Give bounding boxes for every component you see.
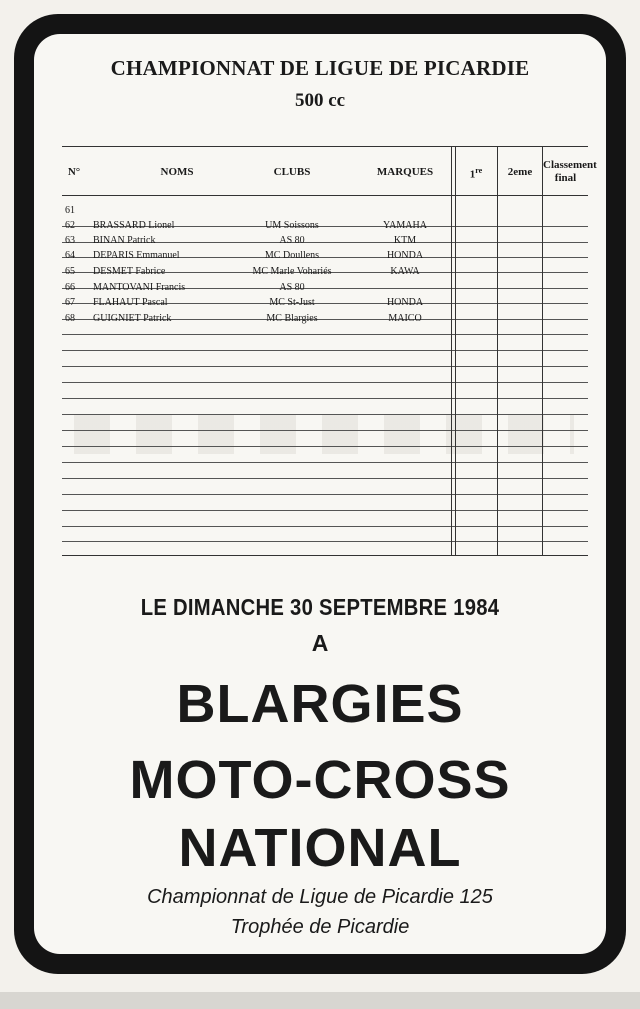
table-row xyxy=(62,233,588,248)
col-header-clubs: CLUBS xyxy=(273,166,311,178)
table-rule xyxy=(62,398,588,399)
rider-number: 64 xyxy=(65,250,75,261)
table-row xyxy=(62,218,588,233)
table-rule xyxy=(62,510,588,511)
scan-bottom-strip xyxy=(0,992,640,1009)
table-rule xyxy=(62,541,588,542)
table-rule xyxy=(62,382,588,383)
event-level: NATIONAL xyxy=(178,818,462,878)
rider-number: 63 xyxy=(65,235,75,246)
col-header-second: 2eme xyxy=(507,166,533,178)
rider-name: DEPARIS Emmanuel xyxy=(93,250,180,261)
rider-club: MC Doullens xyxy=(264,250,320,261)
table-rule xyxy=(62,478,588,479)
rider-club: AS 80 xyxy=(279,282,305,293)
rider-number: 66 xyxy=(65,282,75,293)
table-rule-bottom xyxy=(62,555,588,556)
col-header-names: NOMS xyxy=(160,166,194,178)
rider-number: 65 xyxy=(65,266,75,277)
rider-club: MC Blargies xyxy=(266,313,318,324)
table-rule xyxy=(62,366,588,367)
event-venue: BLARGIES xyxy=(176,674,464,734)
rider-marque: HONDA xyxy=(386,250,424,261)
table-row xyxy=(62,248,588,263)
rider-marque: KTM xyxy=(393,235,417,246)
table-row xyxy=(62,203,588,218)
results-table xyxy=(62,146,597,556)
rider-name: FLAHAUT Pascal xyxy=(93,297,168,308)
rider-number: 68 xyxy=(65,313,75,324)
table-rule xyxy=(62,526,588,527)
table-rule xyxy=(62,494,588,495)
table-row xyxy=(62,311,588,326)
col-header-first xyxy=(455,164,497,182)
rider-marque: MAICO xyxy=(388,313,422,324)
col-header-final xyxy=(543,159,597,185)
championship-title: CHAMPIONNAT DE LIGUE DE PICARDIE xyxy=(110,56,530,80)
table-rule xyxy=(62,462,588,463)
rider-name: GUIGNIET Patrick xyxy=(93,313,172,324)
rider-name: DESMET Fabrice xyxy=(93,266,166,277)
table-rule xyxy=(62,334,588,335)
rider-number: 67 xyxy=(65,297,75,308)
table-row xyxy=(62,280,588,295)
table-rule xyxy=(62,446,588,447)
event-date: LE DIMANCHE 30 SEPTEMBRE 1984 xyxy=(140,594,500,620)
event-subtitle-trophy: Trophée de Picardie xyxy=(230,916,410,938)
rider-name: MANTOVANI Francis xyxy=(93,282,186,293)
final-line2: final xyxy=(554,172,577,184)
event-subtitle-championship: Championnat de Ligue de Picardie 125 xyxy=(147,886,493,908)
rider-club: MC St-Just xyxy=(269,297,315,308)
rider-number: 61 xyxy=(65,205,75,216)
rider-club: MC Marle Vohariés xyxy=(252,266,332,277)
event-discipline: MOTO-CROSS xyxy=(129,750,511,810)
rider-number: 62 xyxy=(65,220,75,231)
rider-marque: HONDA xyxy=(386,297,424,308)
rider-marque: KAWA xyxy=(390,266,420,277)
table-rule xyxy=(62,430,588,431)
first-label: 1 xyxy=(469,168,476,181)
first-suffix: re xyxy=(475,166,483,175)
category-label: 500 cc xyxy=(294,90,346,111)
rider-marque: YAMAHA xyxy=(383,220,427,231)
rider-name: BINAN Patrick xyxy=(93,235,156,246)
final-line1: Classement xyxy=(543,159,597,171)
rider-club: UM Soissons xyxy=(265,220,319,231)
table-rule xyxy=(62,414,588,415)
rider-club: AS 80 xyxy=(279,235,305,246)
col-header-marques: MARQUES xyxy=(376,166,434,178)
event-preposition: A xyxy=(311,630,329,656)
program-sheet xyxy=(34,34,606,954)
table-rule xyxy=(62,350,588,351)
table-rule-header xyxy=(62,195,588,196)
rider-name: BRASSARD Lionel xyxy=(93,220,175,231)
table-row xyxy=(62,295,588,310)
col-header-num: N° xyxy=(67,166,81,178)
table-rule-top xyxy=(62,146,588,147)
table-row xyxy=(62,264,588,279)
